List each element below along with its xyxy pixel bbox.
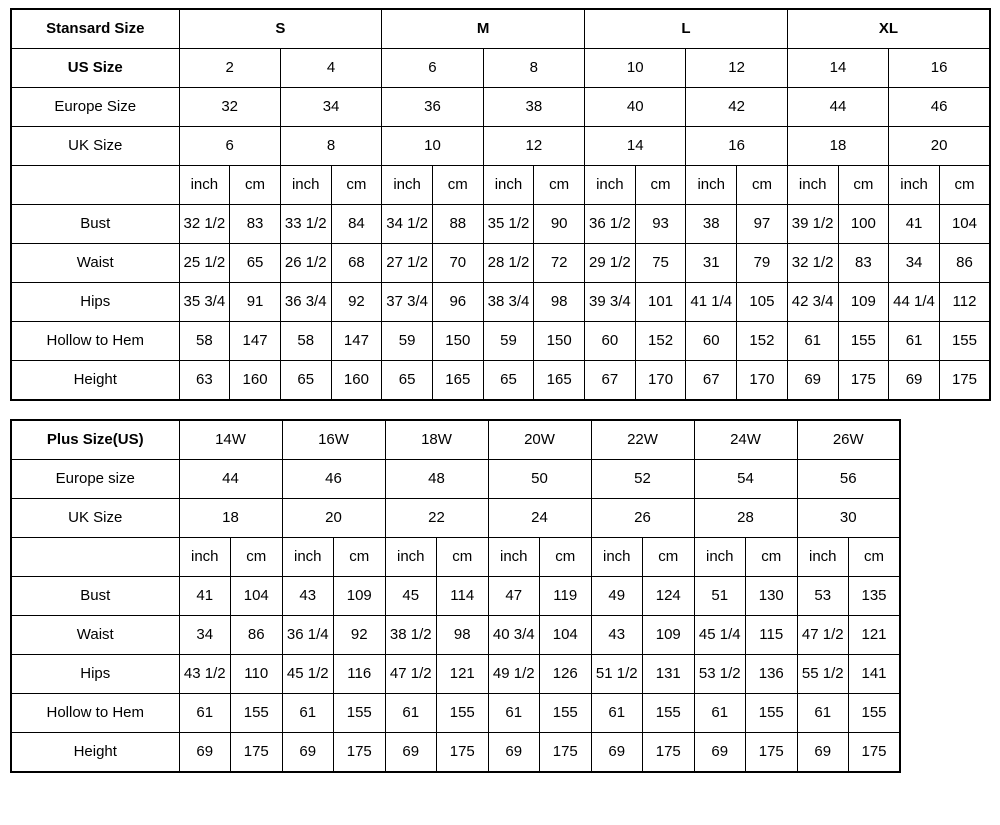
cell: 91 <box>230 283 281 322</box>
cell: 16 <box>686 127 787 166</box>
cell: 24 <box>488 499 591 538</box>
cell: 83 <box>230 205 281 244</box>
cell: 45 <box>385 577 437 616</box>
cell: 147 <box>230 322 281 361</box>
cell: 28 1/2 <box>483 244 534 283</box>
cell: 8 <box>280 127 381 166</box>
cell: 16 <box>889 49 990 88</box>
table-row <box>11 499 900 538</box>
row-label-bust: Bust <box>11 205 179 244</box>
cell: 38 <box>483 88 584 127</box>
unit-cell: cm <box>437 538 489 577</box>
group-header-14w: 14W <box>179 420 282 460</box>
table-row <box>11 733 900 773</box>
unit-cell: cm <box>939 166 990 205</box>
cell: 41 1/4 <box>686 283 737 322</box>
table-row <box>11 460 900 499</box>
cell: 44 <box>787 88 888 127</box>
group-header-s: S <box>179 9 382 49</box>
unit-cell: inch <box>585 166 636 205</box>
cell: 61 <box>889 322 940 361</box>
cell: 61 <box>591 694 643 733</box>
cell: 12 <box>483 127 584 166</box>
cell: 47 1/2 <box>385 655 437 694</box>
cell: 69 <box>797 733 849 773</box>
cell: 115 <box>746 616 798 655</box>
cell: 43 <box>282 577 334 616</box>
cell: 152 <box>737 322 788 361</box>
group-header-18w: 18W <box>385 420 488 460</box>
cell: 6 <box>179 127 280 166</box>
cell: 10 <box>382 127 483 166</box>
cell: 105 <box>737 283 788 322</box>
cell: 155 <box>437 694 489 733</box>
plus-size-table-wrapper <box>10 419 990 773</box>
table-row-units <box>11 538 900 577</box>
cell: 67 <box>585 361 636 401</box>
cell: 109 <box>334 577 386 616</box>
cell: 44 1/4 <box>889 283 940 322</box>
cell: 155 <box>334 694 386 733</box>
cell: 65 <box>230 244 281 283</box>
cell: 26 1/2 <box>280 244 331 283</box>
unit-cell: inch <box>686 166 737 205</box>
cell: 170 <box>737 361 788 401</box>
cell: 60 <box>585 322 636 361</box>
cell: 114 <box>437 577 489 616</box>
unit-cell: inch <box>280 166 331 205</box>
unit-cell: cm <box>334 538 386 577</box>
cell: 6 <box>382 49 483 88</box>
cell: 69 <box>488 733 540 773</box>
cell: 51 1/2 <box>591 655 643 694</box>
table-row <box>11 244 990 283</box>
cell: 53 1/2 <box>694 655 746 694</box>
cell: 86 <box>231 616 283 655</box>
cell: 121 <box>849 616 901 655</box>
unit-cell: inch <box>797 538 849 577</box>
unit-cell: cm <box>432 166 483 205</box>
cell: 84 <box>331 205 382 244</box>
cell: 4 <box>280 49 381 88</box>
cell: 20 <box>282 499 385 538</box>
cell: 40 <box>585 88 686 127</box>
cell: 32 1/2 <box>787 244 838 283</box>
cell: 69 <box>889 361 940 401</box>
cell: 38 3/4 <box>483 283 534 322</box>
cell: 12 <box>686 49 787 88</box>
cell: 96 <box>432 283 483 322</box>
cell: 109 <box>643 616 695 655</box>
cell: 54 <box>694 460 797 499</box>
cell: 60 <box>686 322 737 361</box>
cell: 68 <box>331 244 382 283</box>
unit-cell: inch <box>488 538 540 577</box>
row-label-europe-size: Europe Size <box>11 88 179 127</box>
group-header-16w: 16W <box>282 420 385 460</box>
cell: 38 1/2 <box>385 616 437 655</box>
unit-cell: inch <box>179 166 230 205</box>
cell: 35 1/2 <box>483 205 534 244</box>
cell: 175 <box>849 733 901 773</box>
cell: 36 <box>382 88 483 127</box>
cell: 175 <box>746 733 798 773</box>
cell: 130 <box>746 577 798 616</box>
cell: 36 1/2 <box>585 205 636 244</box>
cell: 39 1/2 <box>787 205 838 244</box>
cell: 22 <box>385 499 488 538</box>
unit-cell: inch <box>889 166 940 205</box>
cell: 175 <box>231 733 283 773</box>
cell: 65 <box>382 361 433 401</box>
cell: 124 <box>643 577 695 616</box>
cell: 69 <box>591 733 643 773</box>
cell: 18 <box>787 127 888 166</box>
cell: 31 <box>686 244 737 283</box>
cell: 109 <box>838 283 889 322</box>
cell: 155 <box>939 322 990 361</box>
cell: 48 <box>385 460 488 499</box>
cell: 34 <box>179 616 231 655</box>
cell: 38 <box>686 205 737 244</box>
cell: 98 <box>534 283 585 322</box>
cell: 155 <box>643 694 695 733</box>
cell: 45 1/4 <box>694 616 746 655</box>
cell: 32 1/2 <box>179 205 230 244</box>
cell: 32 <box>179 88 280 127</box>
cell: 47 <box>488 577 540 616</box>
cell: 56 <box>797 460 900 499</box>
table-row-units <box>11 166 990 205</box>
row-label-height: Height <box>11 733 179 773</box>
group-header-xl: XL <box>787 9 990 49</box>
cell: 33 1/2 <box>280 205 331 244</box>
cell: 88 <box>432 205 483 244</box>
group-header-22w: 22W <box>591 420 694 460</box>
standard-title-label: Stansard Size <box>11 9 179 49</box>
plus-size-table <box>10 419 901 773</box>
cell: 69 <box>694 733 746 773</box>
table-row <box>11 577 900 616</box>
cell: 26 <box>591 499 694 538</box>
cell: 131 <box>643 655 695 694</box>
row-label-waist: Waist <box>11 616 179 655</box>
cell: 175 <box>437 733 489 773</box>
cell: 141 <box>849 655 901 694</box>
group-header-24w: 24W <box>694 420 797 460</box>
unit-cell: inch <box>694 538 746 577</box>
cell: 36 3/4 <box>280 283 331 322</box>
cell: 58 <box>280 322 331 361</box>
unit-cell: inch <box>591 538 643 577</box>
cell: 65 <box>280 361 331 401</box>
cell: 92 <box>331 283 382 322</box>
cell: 70 <box>432 244 483 283</box>
cell: 83 <box>838 244 889 283</box>
unit-cell: inch <box>179 538 231 577</box>
cell: 147 <box>331 322 382 361</box>
cell: 61 <box>694 694 746 733</box>
cell: 69 <box>179 733 231 773</box>
table-row <box>11 49 990 88</box>
cell: 126 <box>540 655 592 694</box>
cell: 75 <box>635 244 686 283</box>
cell: 67 <box>686 361 737 401</box>
cell: 51 <box>694 577 746 616</box>
cell: 41 <box>889 205 940 244</box>
cell: 152 <box>635 322 686 361</box>
table-row <box>11 361 990 401</box>
cell: 63 <box>179 361 230 401</box>
cell: 150 <box>534 322 585 361</box>
cell: 135 <box>849 577 901 616</box>
row-label-hollow-to-hem: Hollow to Hem <box>11 694 179 733</box>
cell: 42 <box>686 88 787 127</box>
cell: 69 <box>787 361 838 401</box>
cell: 59 <box>382 322 433 361</box>
table-gap <box>10 401 990 419</box>
cell: 30 <box>797 499 900 538</box>
standard-size-table <box>10 8 991 401</box>
cell: 65 <box>483 361 534 401</box>
cell: 53 <box>797 577 849 616</box>
cell: 47 1/2 <box>797 616 849 655</box>
cell: 104 <box>939 205 990 244</box>
cell: 55 1/2 <box>797 655 849 694</box>
group-header-m: M <box>382 9 585 49</box>
table-row <box>11 694 900 733</box>
cell: 155 <box>231 694 283 733</box>
group-header-l: L <box>585 9 788 49</box>
cell: 45 1/2 <box>282 655 334 694</box>
row-label-height: Height <box>11 361 179 401</box>
table-row <box>11 322 990 361</box>
cell: 110 <box>231 655 283 694</box>
cell: 119 <box>540 577 592 616</box>
cell: 29 1/2 <box>585 244 636 283</box>
row-label-bust: Bust <box>11 577 179 616</box>
cell: 61 <box>282 694 334 733</box>
unit-cell: cm <box>737 166 788 205</box>
cell: 46 <box>889 88 990 127</box>
empty-label-cell <box>11 166 179 205</box>
cell: 43 <box>591 616 643 655</box>
cell: 61 <box>797 694 849 733</box>
cell: 34 <box>889 244 940 283</box>
unit-cell: cm <box>746 538 798 577</box>
cell: 101 <box>635 283 686 322</box>
cell: 49 1/2 <box>488 655 540 694</box>
cell: 170 <box>635 361 686 401</box>
row-label-waist: Waist <box>11 244 179 283</box>
cell: 160 <box>230 361 281 401</box>
unit-cell: cm <box>540 538 592 577</box>
row-label-us-size: US Size <box>11 49 179 88</box>
cell: 93 <box>635 205 686 244</box>
unit-cell: cm <box>231 538 283 577</box>
unit-cell: inch <box>282 538 334 577</box>
cell: 20 <box>889 127 990 166</box>
group-header-26w: 26W <box>797 420 900 460</box>
row-label-uk-size: UK Size <box>11 127 179 166</box>
cell: 69 <box>385 733 437 773</box>
cell: 92 <box>334 616 386 655</box>
unit-cell: cm <box>534 166 585 205</box>
cell: 175 <box>838 361 889 401</box>
cell: 25 1/2 <box>179 244 230 283</box>
cell: 165 <box>432 361 483 401</box>
cell: 61 <box>385 694 437 733</box>
cell: 2 <box>179 49 280 88</box>
cell: 59 <box>483 322 534 361</box>
row-label-hips: Hips <box>11 655 179 694</box>
unit-cell: cm <box>838 166 889 205</box>
table-row <box>11 127 990 166</box>
table-row <box>11 9 990 49</box>
cell: 175 <box>643 733 695 773</box>
unit-cell: cm <box>635 166 686 205</box>
cell: 98 <box>437 616 489 655</box>
standard-size-table-wrapper <box>10 8 990 401</box>
row-label-hollow-to-hem: Hollow to Hem <box>11 322 179 361</box>
unit-cell: cm <box>230 166 281 205</box>
cell: 61 <box>179 694 231 733</box>
table-row <box>11 283 990 322</box>
unit-cell: cm <box>849 538 901 577</box>
cell: 79 <box>737 244 788 283</box>
table-row <box>11 205 990 244</box>
cell: 72 <box>534 244 585 283</box>
cell: 112 <box>939 283 990 322</box>
plus-title-label: Plus Size(US) <box>11 420 179 460</box>
row-label-hips: Hips <box>11 283 179 322</box>
cell: 43 1/2 <box>179 655 231 694</box>
cell: 165 <box>534 361 585 401</box>
cell: 155 <box>838 322 889 361</box>
group-header-20w: 20W <box>488 420 591 460</box>
unit-cell: cm <box>643 538 695 577</box>
cell: 61 <box>488 694 540 733</box>
cell: 100 <box>838 205 889 244</box>
cell: 175 <box>540 733 592 773</box>
cell: 27 1/2 <box>382 244 433 283</box>
cell: 90 <box>534 205 585 244</box>
cell: 18 <box>179 499 282 538</box>
table-row <box>11 655 900 694</box>
empty-label-cell <box>11 538 179 577</box>
cell: 10 <box>585 49 686 88</box>
cell: 49 <box>591 577 643 616</box>
cell: 160 <box>331 361 382 401</box>
cell: 121 <box>437 655 489 694</box>
cell: 34 1/2 <box>382 205 433 244</box>
unit-cell: cm <box>331 166 382 205</box>
cell: 104 <box>540 616 592 655</box>
row-label-europe-size: Europe size <box>11 460 179 499</box>
cell: 116 <box>334 655 386 694</box>
cell: 104 <box>231 577 283 616</box>
unit-cell: inch <box>483 166 534 205</box>
cell: 28 <box>694 499 797 538</box>
cell: 155 <box>540 694 592 733</box>
cell: 40 3/4 <box>488 616 540 655</box>
table-row <box>11 88 990 127</box>
cell: 39 3/4 <box>585 283 636 322</box>
cell: 69 <box>282 733 334 773</box>
cell: 61 <box>787 322 838 361</box>
cell: 37 3/4 <box>382 283 433 322</box>
cell: 86 <box>939 244 990 283</box>
cell: 8 <box>483 49 584 88</box>
cell: 36 1/4 <box>282 616 334 655</box>
cell: 35 3/4 <box>179 283 230 322</box>
cell: 97 <box>737 205 788 244</box>
unit-cell: inch <box>382 166 433 205</box>
table-row <box>11 616 900 655</box>
table-row <box>11 420 900 460</box>
cell: 46 <box>282 460 385 499</box>
cell: 14 <box>585 127 686 166</box>
cell: 136 <box>746 655 798 694</box>
cell: 155 <box>849 694 901 733</box>
cell: 41 <box>179 577 231 616</box>
cell: 14 <box>787 49 888 88</box>
cell: 52 <box>591 460 694 499</box>
unit-cell: inch <box>385 538 437 577</box>
cell: 175 <box>334 733 386 773</box>
cell: 175 <box>939 361 990 401</box>
cell: 150 <box>432 322 483 361</box>
cell: 58 <box>179 322 230 361</box>
cell: 44 <box>179 460 282 499</box>
cell: 155 <box>746 694 798 733</box>
row-label-uk-size: UK Size <box>11 499 179 538</box>
cell: 34 <box>280 88 381 127</box>
cell: 42 3/4 <box>787 283 838 322</box>
cell: 50 <box>488 460 591 499</box>
unit-cell: inch <box>787 166 838 205</box>
